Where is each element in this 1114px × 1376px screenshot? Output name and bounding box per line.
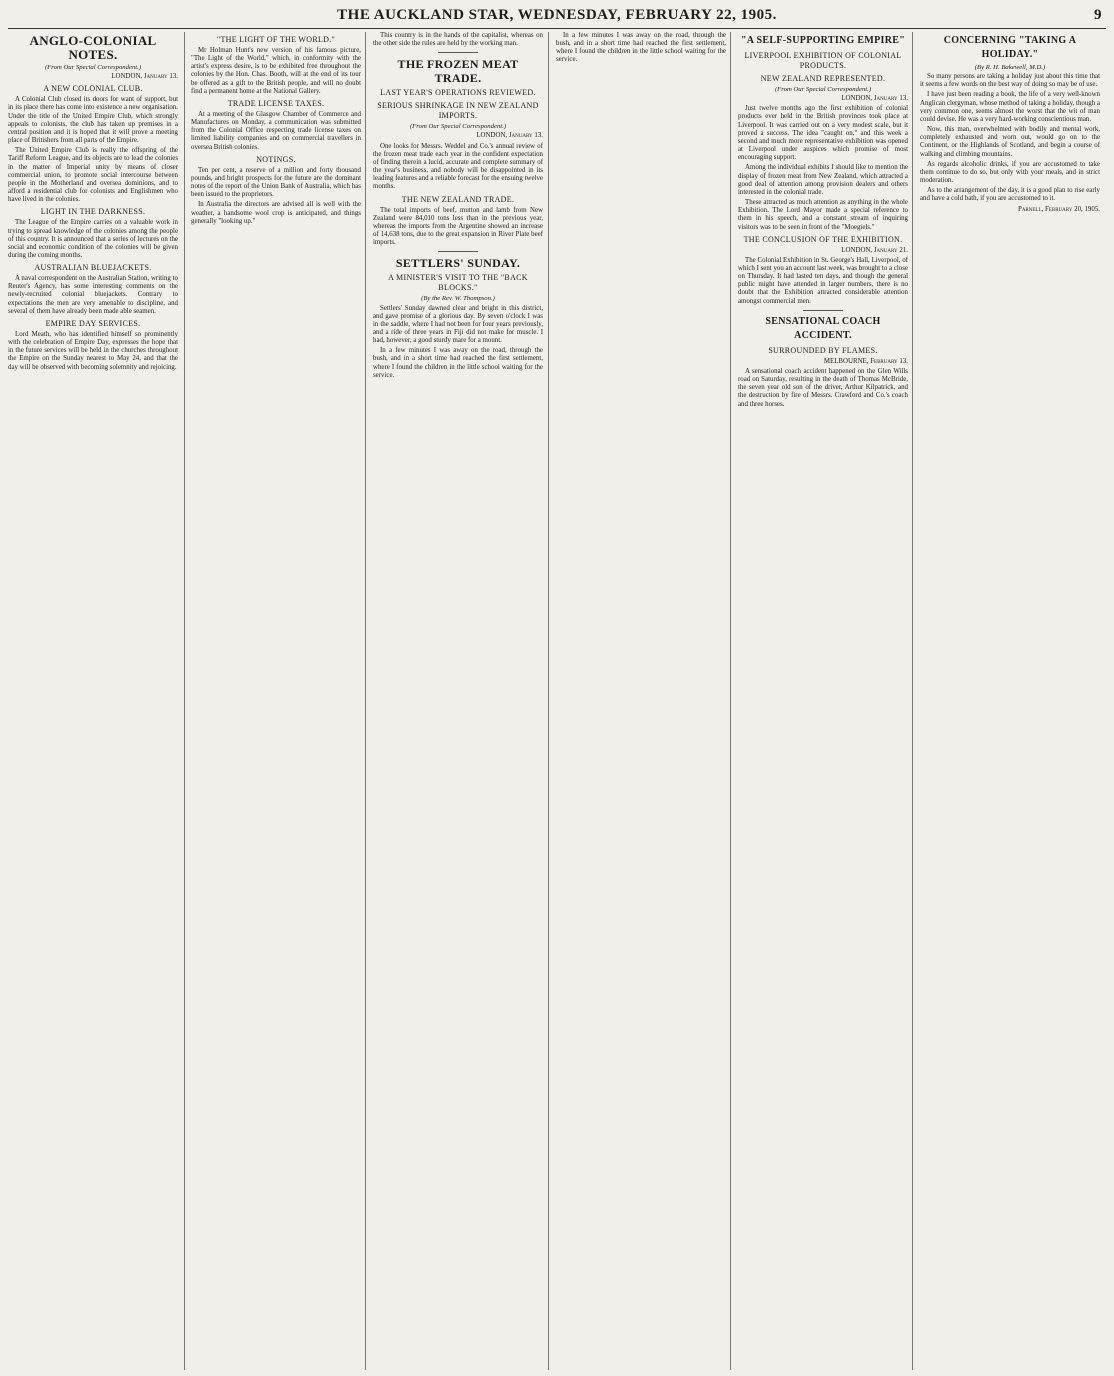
- section-subhead: THE NEW ZEALAND TRADE.: [401, 194, 515, 204]
- byline: (From Our Special Correspondent.): [44, 64, 142, 71]
- article-paragraph: Just twelve months ago the first exhibition of colonial products ever held in the British provinces took place at Liverpool. It was carried out on a very modest scale, but it proved a success. The idea "caught on," and this week a second and much more representative exhibition was opened at Liverpool under auspices which promise of most encouraging support.: [738, 105, 908, 162]
- section-subhead: EMPIRE DAY SERVICES.: [45, 318, 141, 328]
- section-subhead: LIGHT IN THE DARKNESS.: [40, 207, 146, 217]
- newspaper-masthead: [8, 6, 1106, 29]
- article-headline: SETTLERS' SUNDAY.: [395, 256, 521, 271]
- article-paragraph: A naval correspondent on the Australian Station, writing to Reuter's Agency, has some interesting comments on the newly-recruited colonial bluejackets. Contrary to expectations the men are very amenable to discipline, and several of them have already been made able seamen.: [8, 275, 178, 315]
- article-paragraph: Among the individual exhibits I should like to mention the display of frozen meat from New Zealand, which attracted a good deal of attention among provision dealers and others interested in the colonial trade.: [738, 164, 908, 196]
- column-4: [556, 32, 726, 1370]
- column-rule: [184, 32, 185, 1370]
- article-paragraph: The United Empire Club is really the offspring of the Tariff Reform League, and its objects are to lead the colonies in the matter of Imperial unity by means of closer commercial union, to promote social intercourse between people in the Motherland and oversea dominions, and to afford a residential club for colonists and Englishmen who have lived in the colonies.: [8, 147, 178, 204]
- section-subhead: THE CONCLUSION OF THE EXHIBITION.: [743, 234, 903, 244]
- column-rule: [548, 32, 549, 1370]
- masthead-title: THE AUCKLAND STAR, WEDNESDAY, FEBRUARY 22, 1905.: [337, 7, 777, 23]
- article-paragraph: Lord Meath, who has identified himself so prominently with the celebration of Empire Day, expresses the hope that in the future services will be held in the churches throughout the Empire on the Sunday nearest to May 24, and that the day will be observed with becoming solemnity and rejoicing.: [8, 330, 178, 371]
- byline: (By the Rev. W. Thompson.): [421, 295, 495, 303]
- column-3: [373, 32, 543, 1370]
- column-1: [8, 32, 178, 1370]
- article-paragraph: Ten per cent, a reserve of a million and forty thousand pounds, and bright prospects for the future are the dominant notes of the report of the Union Bank of Australia, which has been issued to the proprietors.: [191, 166, 361, 199]
- article-paragraph: Settlers' Sunday dawned clear and bright in this district, and gave promise of a glorious day. By seven o'clock I was in the saddle, where I had not been for four years previously, and a ride of three years in Fiji did not make for muscle. I had, however, a good sturdy mare for a mount.: [373, 304, 543, 345]
- article-paragraph: As to the arrangement of the day, it is a good plan to rise early and have a cold bath, if you are accustomed to it.: [920, 187, 1100, 203]
- article-divider: [438, 52, 478, 53]
- article-paragraph: Now, this man, overwhelmed with bodily and mental work, completely exhausted and worn out, would go on to the Continent, or the Highlands of Scotland, and begin a course of walking and climbing mountains.: [920, 126, 1100, 158]
- column-5: [738, 32, 908, 1370]
- article-paragraph: This country is in the hands of the capitalist, whereas on the other side the rules are held by the working man.: [373, 32, 543, 48]
- section-subhead: NEW ZEALAND REPRESENTED.: [760, 74, 886, 83]
- byline: (By R. H. Bakewell, M.D.): [974, 64, 1046, 71]
- article-paragraph: I have just been reading a book, the life of a very well-known Anglican clergyman, whose method of taking a holiday, though a very common one, seems almost the worst that the wit of man could devise. He was a very hard-working conscientious man.: [920, 91, 1100, 123]
- article-headline: CONCERNING "TAKING A HOLIDAY.": [943, 35, 1077, 60]
- article-paragraph: The League of the Empire carries on a valuable work in trying to spread knowledge of the colonies among the people of this country. It is announced that a series of lectures on the social and economic condition of the colonies will be given during the coming months.: [8, 219, 178, 259]
- signoff: Parnell, February 20, 1905.: [1017, 205, 1100, 213]
- section-subhead: SURROUNDED BY FLAMES.: [768, 345, 878, 355]
- column-rule: [365, 32, 366, 1370]
- article-headline: "THE LIGHT OF THE WORLD.": [216, 35, 336, 44]
- article-paragraph: The total imports of beef, mutton and lamb from New Zealand were 84,010 tons less than in the previous year, whereas the imports from the Argentine showed an increase of 14,638 tons, due to the great expansion in River Plate beef imports.: [373, 206, 543, 247]
- page-number: 9: [1094, 7, 1102, 23]
- article-paragraph: A sensational coach accident happened on the Glen Wills road on Saturday, resulting in the death of Thomas McBride, the seven year old son of the driver, Arthur Kilpatrick, and the destruction by fire of Messrs. Crawford and Co.'s coach and three horses.: [738, 367, 908, 408]
- column-2: [191, 32, 361, 1370]
- article-paragraph: These attracted as much attention as anything in the whole Exhibition. The Lord Mayor made a special reference to them in his speech, and a constant stream of inquiring visitors was to be seen in front of the "Moegiels.": [738, 199, 908, 231]
- section-subhead: AUSTRALIAN BLUEJACKETS.: [34, 263, 152, 273]
- article-paragraph: One looks for Messrs. Weddel and Co.'s annual review of the frozen meat trade each year in the confident expectation of finding therein a lucid, accurate and complete summary of the year's business, and nobody will be disappointed in its leading features and a reliable forecast for the ensuing twelve months.: [373, 142, 543, 191]
- section-subhead: LAST YEAR'S OPERATIONS REVIEWED.: [380, 88, 536, 98]
- article-divider: [803, 310, 843, 311]
- dateline: LONDON, January 13.: [476, 132, 543, 140]
- dateline: MELBOURNE, February 13.: [823, 357, 908, 365]
- article-headline: THE FROZEN MEAT TRADE.: [397, 57, 519, 86]
- section-subhead: TRADE LICENSE TAXES.: [227, 98, 325, 108]
- article-paragraph: In Australia the directors are advised all is well with the weather, a handsome wool crop is anticipated, and things generally "looking up.": [191, 201, 361, 225]
- article-paragraph: The Colonial Exhibition in St. George's Hall, Liverpool, of which I sent you an account last week, was brought to a close on Thursday. It had lasted ten days, and though the general public might have attended in larger numbers, there is no doubt that the Exhibition attracted considerable attention amongst commercial men.: [738, 256, 908, 305]
- article-paragraph: So many persons are taking a holiday just about this time that it seems a few words on the best way of doing so may be of use.: [920, 73, 1100, 89]
- section-subhead: A NEW COLONIAL CLUB.: [43, 84, 143, 94]
- article-headline: "A SELF-SUPPORTING EMPIRE": [740, 35, 906, 46]
- column-rule: [912, 32, 913, 1370]
- dateline: LONDON, January 13.: [841, 95, 908, 103]
- column-6: [920, 32, 1100, 1370]
- byline: (From Our Special Correspondent.): [774, 86, 872, 93]
- article-divider: [438, 251, 478, 252]
- article-paragraph: A Colonial Club closed its doors for want of support, but in its place there has come into existence a new organisation. Under the title of the United Empire Club, which strongly appeals to colonists, the club has taken up premises in a central position and it is hoped that it will prove a meeting place of Britishers from all parts of the Empire.: [8, 96, 178, 145]
- article-headline: SENSATIONAL COACH ACCIDENT.: [765, 315, 881, 341]
- byline: (From Our Special Correspondent.): [409, 123, 507, 131]
- article-paragraph: Mr Holman Hunt's new version of his famous picture, "The Light of the World," which, in conformity with the artist's express desire, is to be exhibited free throughout the colonies by the Hon. Chas. Booth, will at the end of its tour be offered as a gift to the British people, and will no doubt find a permanent home at the National Gallery.: [191, 47, 361, 95]
- article-paragraph: As regards alcoholic drinks, if you are accustomed to take them continue to do so, but only with your meals, and in strict moderation.: [920, 160, 1100, 185]
- article-paragraph: At a meeting of the Glasgow Chamber of Commerce and Manufactures on Monday, a communication was submitted from the Colonial Office respecting trade license taxes on limited liability companies and on commercial travellers in oversea British colonies.: [191, 110, 361, 151]
- dateline: LONDON, January 21.: [841, 246, 908, 254]
- section-subhead: LIVERPOOL EXHIBITION OF COLONIAL PRODUCTS.: [744, 51, 902, 70]
- article-paragraph: In a few minutes I was away on the road, through the bush, and in a short time had reached the first settlement, where I found the children in the little school waiting for the service.: [556, 32, 726, 64]
- column-rule: [730, 32, 731, 1370]
- article-headline: ANGLO-COLONIAL NOTES.: [29, 33, 157, 62]
- dateline: LONDON, January 13.: [111, 73, 178, 81]
- section-subhead: SERIOUS SHRINKAGE IN NEW ZEALAND IMPORTS.: [377, 101, 539, 121]
- article-paragraph: In a few minutes I was away on the road, through the bush, and in a short time had reached the first settlement, where I found the children in the little school waiting for the service.: [373, 347, 543, 379]
- section-subhead: NOTINGS.: [256, 154, 296, 164]
- section-subhead: A MINISTER'S VISIT TO THE "BACK BLOCKS.": [388, 273, 528, 293]
